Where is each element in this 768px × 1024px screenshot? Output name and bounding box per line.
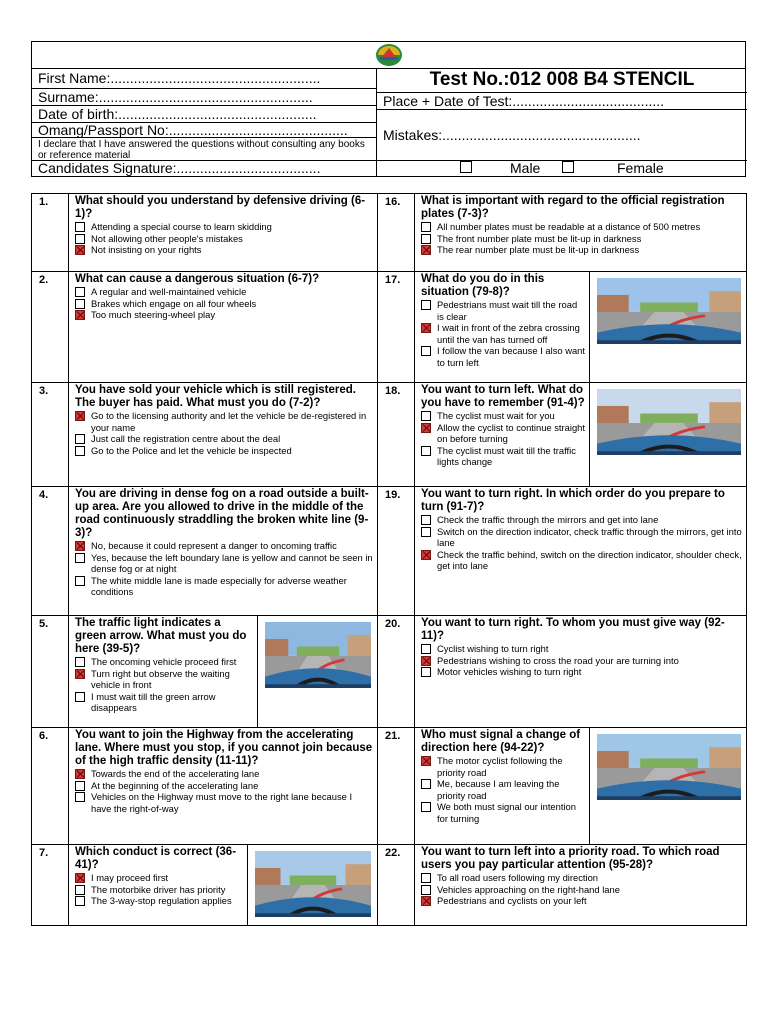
answer-text: I must wait till the green arrow disappears xyxy=(91,690,216,713)
checked-checkbox[interactable] xyxy=(421,550,431,560)
answer-text: Allow the cyclist to continue straight on before turning xyxy=(437,421,585,444)
scene-motorcyclist-priority-image xyxy=(589,728,747,845)
question-body xyxy=(415,616,747,678)
question-number: 3. xyxy=(32,383,69,486)
answer-text: The 3-way-stop regulation applies xyxy=(91,895,232,906)
place-date-field[interactable]: Place + Date of Test:....................................... xyxy=(377,93,747,110)
answer-text: Pedestrians must wait till the road is clear xyxy=(437,299,578,322)
answer-option[interactable] xyxy=(421,884,743,896)
answer-text: Yes, because the left boundary lane is yellow and cannot be seen in dense fog or at night xyxy=(91,551,373,574)
answer-text: Not allowing other people's mistakes xyxy=(91,232,243,244)
answer-checkbox[interactable] xyxy=(75,446,85,456)
mistakes-field[interactable]: Mistakes:................................................... xyxy=(377,110,747,161)
answer-text: Vehicles on the Highway must move to the right lane because I have the right-of-way xyxy=(91,791,353,814)
question-body xyxy=(69,487,377,598)
answer-option[interactable] xyxy=(421,666,743,678)
answer-checkbox[interactable] xyxy=(75,234,85,244)
male-label: Male xyxy=(510,160,541,176)
question-cell xyxy=(32,487,377,616)
question-number: 21. xyxy=(378,728,415,844)
answer-text: The white middle lane is made especially for adverse weather conditions xyxy=(91,574,347,597)
checked-checkbox[interactable] xyxy=(75,873,85,883)
checked-checkbox[interactable] xyxy=(75,411,85,421)
answer-text: Me, because I am leaving the priority road xyxy=(437,778,560,801)
question-cell xyxy=(32,194,377,272)
answer-text: Not insisting on your rights xyxy=(91,244,202,255)
question-number: 18. xyxy=(378,383,415,486)
question-cell xyxy=(32,272,377,383)
question-number: 4. xyxy=(32,487,69,615)
answer-text: The cyclist must wait for you xyxy=(437,410,555,421)
question-number: 2. xyxy=(32,272,69,382)
question-number: 22. xyxy=(378,845,415,926)
answer-option[interactable] xyxy=(75,221,373,233)
answer-text: We both must signal our intention for turning xyxy=(437,801,576,824)
answer-checkbox[interactable] xyxy=(75,287,85,297)
question-number: 19. xyxy=(378,487,415,615)
answer-text: I follow the van because I also want to turn left xyxy=(437,345,586,368)
question-cell xyxy=(378,728,747,845)
answer-checkbox[interactable] xyxy=(421,779,431,789)
checked-checkbox[interactable] xyxy=(75,245,85,255)
answer-option[interactable] xyxy=(421,422,585,445)
answer-checkbox[interactable] xyxy=(421,644,431,654)
answer-option[interactable] xyxy=(421,872,743,884)
logo-row xyxy=(32,42,745,69)
question-text: You want to join the Highway from the accelerating lane. Where must you stop, if you cannot join because of the high traffic density (11-11)? xyxy=(75,729,373,767)
question-text: The traffic light indicates a green arrow. What must you do here (39-5)? xyxy=(75,617,247,655)
answer-option[interactable] xyxy=(421,244,743,256)
answer-option[interactable] xyxy=(75,445,373,457)
answer-option[interactable] xyxy=(75,884,243,896)
female-checkbox[interactable] xyxy=(562,161,574,173)
answer-option[interactable] xyxy=(421,895,743,907)
answer-text: Attending a special course to learn skidding xyxy=(91,221,272,232)
question-text: What do you do in this situation (79-8)? xyxy=(421,273,545,298)
answer-option[interactable] xyxy=(75,433,373,445)
answer-checkbox[interactable] xyxy=(75,885,85,895)
checked-checkbox[interactable] xyxy=(421,656,431,666)
question-cell xyxy=(378,194,747,272)
scene-zebra-crossing-image xyxy=(589,272,747,383)
answer-text: The rear number plate must be lit-up in darkness xyxy=(437,244,640,255)
first-name-field[interactable]: First Name:...................................................... xyxy=(32,68,376,89)
declaration-text: I declare that I have answered the questions without consulting any books or reference material xyxy=(32,138,376,161)
checked-checkbox[interactable] xyxy=(421,756,431,766)
answer-option[interactable] xyxy=(75,540,373,552)
question-body xyxy=(415,845,747,907)
question-cell xyxy=(32,845,377,926)
answer-text: Check the traffic behind, switch on the direction indicator, shoulder check, get into lane xyxy=(437,548,742,571)
question-text: What is important with regard to the official registration plates (7-3)? xyxy=(421,195,725,220)
answer-option[interactable] xyxy=(421,299,585,322)
answer-option[interactable] xyxy=(75,575,373,598)
answer-option[interactable] xyxy=(421,445,585,468)
answer-checkbox[interactable] xyxy=(421,527,431,537)
answer-option[interactable] xyxy=(421,345,585,368)
answer-text: Vehicles approaching on the right-hand lane xyxy=(437,883,620,895)
answer-option[interactable] xyxy=(421,778,585,801)
answer-text: Switch on the direction indicator, check traffic through the mirrors, get into lane xyxy=(437,525,742,548)
answer-option[interactable] xyxy=(75,233,373,245)
answer-text: Motor vehicles wishing to turn right xyxy=(437,666,582,677)
question-cell xyxy=(378,616,747,728)
answer-text: All number plates must be readable at a distance of 500 metres xyxy=(437,221,701,232)
answer-option[interactable] xyxy=(421,801,585,824)
answer-text: Turn right but observe the waiting vehicle in front xyxy=(91,667,230,690)
question-body xyxy=(69,845,247,907)
answer-option[interactable] xyxy=(421,514,743,526)
checked-checkbox[interactable] xyxy=(421,323,431,333)
answer-option[interactable] xyxy=(75,286,373,298)
scene-three-way-stop-image xyxy=(247,845,377,926)
answer-text: The oncoming vehicle proceed first xyxy=(91,656,237,667)
answer-checkbox[interactable] xyxy=(75,576,85,586)
answer-checkbox[interactable] xyxy=(75,781,85,791)
question-number: 7. xyxy=(32,845,69,926)
question-text: You are driving in dense fog on a road outside a built-up area. Are you allowed to drive in the middle of the road continuously straddling the broken white line (9-3)? xyxy=(75,488,369,539)
answer-checkbox[interactable] xyxy=(421,802,431,812)
answer-text: Go to the licensing authority and let the vehicle be de-registered in your name xyxy=(91,410,367,433)
answer-option[interactable] xyxy=(75,668,253,691)
answer-text: The cyclist must wait till the traffic lights change xyxy=(437,444,576,467)
candidate-header xyxy=(31,41,746,177)
answer-checkbox[interactable] xyxy=(75,692,85,702)
answer-checkbox[interactable] xyxy=(421,300,431,310)
question-text: What can cause a dangerous situation (6-7)? xyxy=(75,273,320,285)
question-body xyxy=(69,194,377,256)
answer-checkbox[interactable] xyxy=(421,446,431,456)
female-label: Female xyxy=(617,160,664,176)
answer-text: Too much steering-wheel play xyxy=(91,309,216,320)
answer-checkbox[interactable] xyxy=(75,553,85,563)
question-cell xyxy=(32,383,377,487)
answer-checkbox[interactable] xyxy=(421,346,431,356)
checked-checkbox[interactable] xyxy=(75,669,85,679)
answer-text: To all road users following my direction xyxy=(437,872,599,883)
question-text: You want to turn left. What do you have to remember (91-4)? xyxy=(421,384,585,409)
answer-checkbox[interactable] xyxy=(421,234,431,244)
question-text: Which conduct is correct (36-41)? xyxy=(75,846,237,871)
answer-checkbox[interactable] xyxy=(421,411,431,421)
answer-option[interactable] xyxy=(75,691,253,714)
question-number: 6. xyxy=(32,728,69,844)
answer-option[interactable] xyxy=(75,309,373,321)
question-number: 5. xyxy=(32,616,69,727)
dob-field[interactable]: Date of birth:................................................... xyxy=(32,106,376,123)
answer-checkbox[interactable] xyxy=(75,222,85,232)
checked-checkbox[interactable] xyxy=(75,769,85,779)
scene-cyclist-turn-image xyxy=(589,383,747,487)
answer-checkbox[interactable] xyxy=(75,299,85,309)
answer-text: No, because it could represent a danger to oncoming traffic xyxy=(91,540,337,551)
answer-checkbox[interactable] xyxy=(421,515,431,525)
answer-option[interactable] xyxy=(75,895,243,907)
question-cell xyxy=(378,383,747,487)
answer-text: Brakes which engage on all four wheels xyxy=(91,297,257,309)
answer-option[interactable] xyxy=(421,655,743,667)
question-text: You want to turn left into a priority road. To which road users you pay particular attention (95-28)? xyxy=(421,846,720,871)
answer-option[interactable] xyxy=(421,410,585,422)
answer-text: The motorbike driver has priority xyxy=(91,883,226,895)
answer-option[interactable] xyxy=(421,233,743,245)
answer-checkbox[interactable] xyxy=(421,885,431,895)
question-cell xyxy=(378,845,747,926)
answer-option[interactable] xyxy=(75,656,253,668)
question-cell xyxy=(378,272,747,383)
answer-text: Cyclist wishing to turn right xyxy=(437,643,549,654)
answer-option[interactable] xyxy=(421,221,743,233)
question-number: 16. xyxy=(378,194,415,271)
question-body xyxy=(69,616,257,714)
answer-option[interactable] xyxy=(421,549,743,572)
question-cell xyxy=(32,616,377,728)
surname-field[interactable]: Surname:....................................................... xyxy=(32,89,376,106)
answer-option[interactable] xyxy=(75,780,373,792)
answer-option[interactable] xyxy=(75,298,373,310)
question-text: What should you understand by defensive driving (6-1)? xyxy=(75,195,366,220)
answer-checkbox[interactable] xyxy=(75,434,85,444)
checked-checkbox[interactable] xyxy=(75,310,85,320)
test-number: Test No.:012 008 B4 STENCIL xyxy=(377,68,747,93)
checked-checkbox[interactable] xyxy=(421,423,431,433)
scene-green-arrow-image xyxy=(257,616,377,728)
question-number: 1. xyxy=(32,194,69,271)
answer-option[interactable] xyxy=(75,410,373,433)
question-grid xyxy=(31,193,747,926)
answer-text: The front number plate must be lit-up in darkness xyxy=(437,232,642,244)
answer-option[interactable] xyxy=(421,643,743,655)
male-checkbox[interactable] xyxy=(460,161,472,173)
answer-checkbox[interactable] xyxy=(421,222,431,232)
question-body xyxy=(69,272,377,321)
question-text: You have sold your vehicle which is still registered. The buyer has paid. What must you do (7-2)? xyxy=(75,384,356,409)
answer-text: A regular and well-maintained vehicle xyxy=(91,286,247,297)
omang-field[interactable]: Omang/Passport No:.............................................. xyxy=(32,123,376,138)
answer-checkbox[interactable] xyxy=(421,667,431,677)
answer-text: The motor cyclist following the priority road xyxy=(437,755,563,778)
answer-text: At the beginning of the accelerating lane xyxy=(91,779,259,791)
answer-text: Pedestrians and cyclists on your left xyxy=(437,895,587,906)
checked-checkbox[interactable] xyxy=(421,896,431,906)
answer-checkbox[interactable] xyxy=(75,896,85,906)
question-body xyxy=(69,383,377,456)
answer-text: Towards the end of the accelerating lane xyxy=(91,768,260,779)
answer-text: I may proceed first xyxy=(91,872,169,883)
answer-text: Just call the registration centre about the deal xyxy=(91,433,281,444)
answer-text: I wait in front of the zebra crossing until the van has turned off xyxy=(437,322,580,345)
question-body xyxy=(415,487,747,572)
answer-option[interactable] xyxy=(75,791,373,814)
question-text: You want to turn right. To whom you must give way (92-11)? xyxy=(421,617,725,642)
answer-text: Go to the Police and let the vehicle be inspected xyxy=(91,444,292,456)
question-number: 17. xyxy=(378,272,415,382)
question-text: You want to turn right. In which order do you prepare to turn (91-7)? xyxy=(421,488,725,513)
answer-option[interactable] xyxy=(421,526,743,549)
question-text: Who must signal a change of direction here (94-22)? xyxy=(421,729,581,754)
checked-checkbox[interactable] xyxy=(421,245,431,255)
question-body xyxy=(415,272,589,368)
answer-text: Check the traffic through the mirrors and get into lane xyxy=(437,514,659,525)
question-body xyxy=(69,728,377,814)
answer-option[interactable] xyxy=(75,872,243,884)
answer-checkbox[interactable] xyxy=(75,792,85,802)
answer-checkbox[interactable] xyxy=(421,873,431,883)
answer-checkbox[interactable] xyxy=(75,657,85,667)
signature-field[interactable]: Candidates Signature:..................................... xyxy=(38,161,321,176)
answer-option[interactable] xyxy=(421,322,585,345)
coat-of-arms-logo xyxy=(375,43,403,67)
question-body xyxy=(415,728,589,824)
question-cell xyxy=(32,728,377,845)
question-body xyxy=(415,383,589,468)
answer-option[interactable] xyxy=(75,552,373,575)
answer-option[interactable] xyxy=(421,755,585,778)
checked-checkbox[interactable] xyxy=(75,541,85,551)
question-number: 20. xyxy=(378,616,415,727)
question-body xyxy=(415,194,747,256)
answer-option[interactable] xyxy=(75,768,373,780)
answer-text: Pedestrians wishing to cross the road your are turning into xyxy=(437,654,679,666)
question-cell xyxy=(378,487,747,616)
gender-row xyxy=(377,160,747,176)
answer-option[interactable] xyxy=(75,244,373,256)
